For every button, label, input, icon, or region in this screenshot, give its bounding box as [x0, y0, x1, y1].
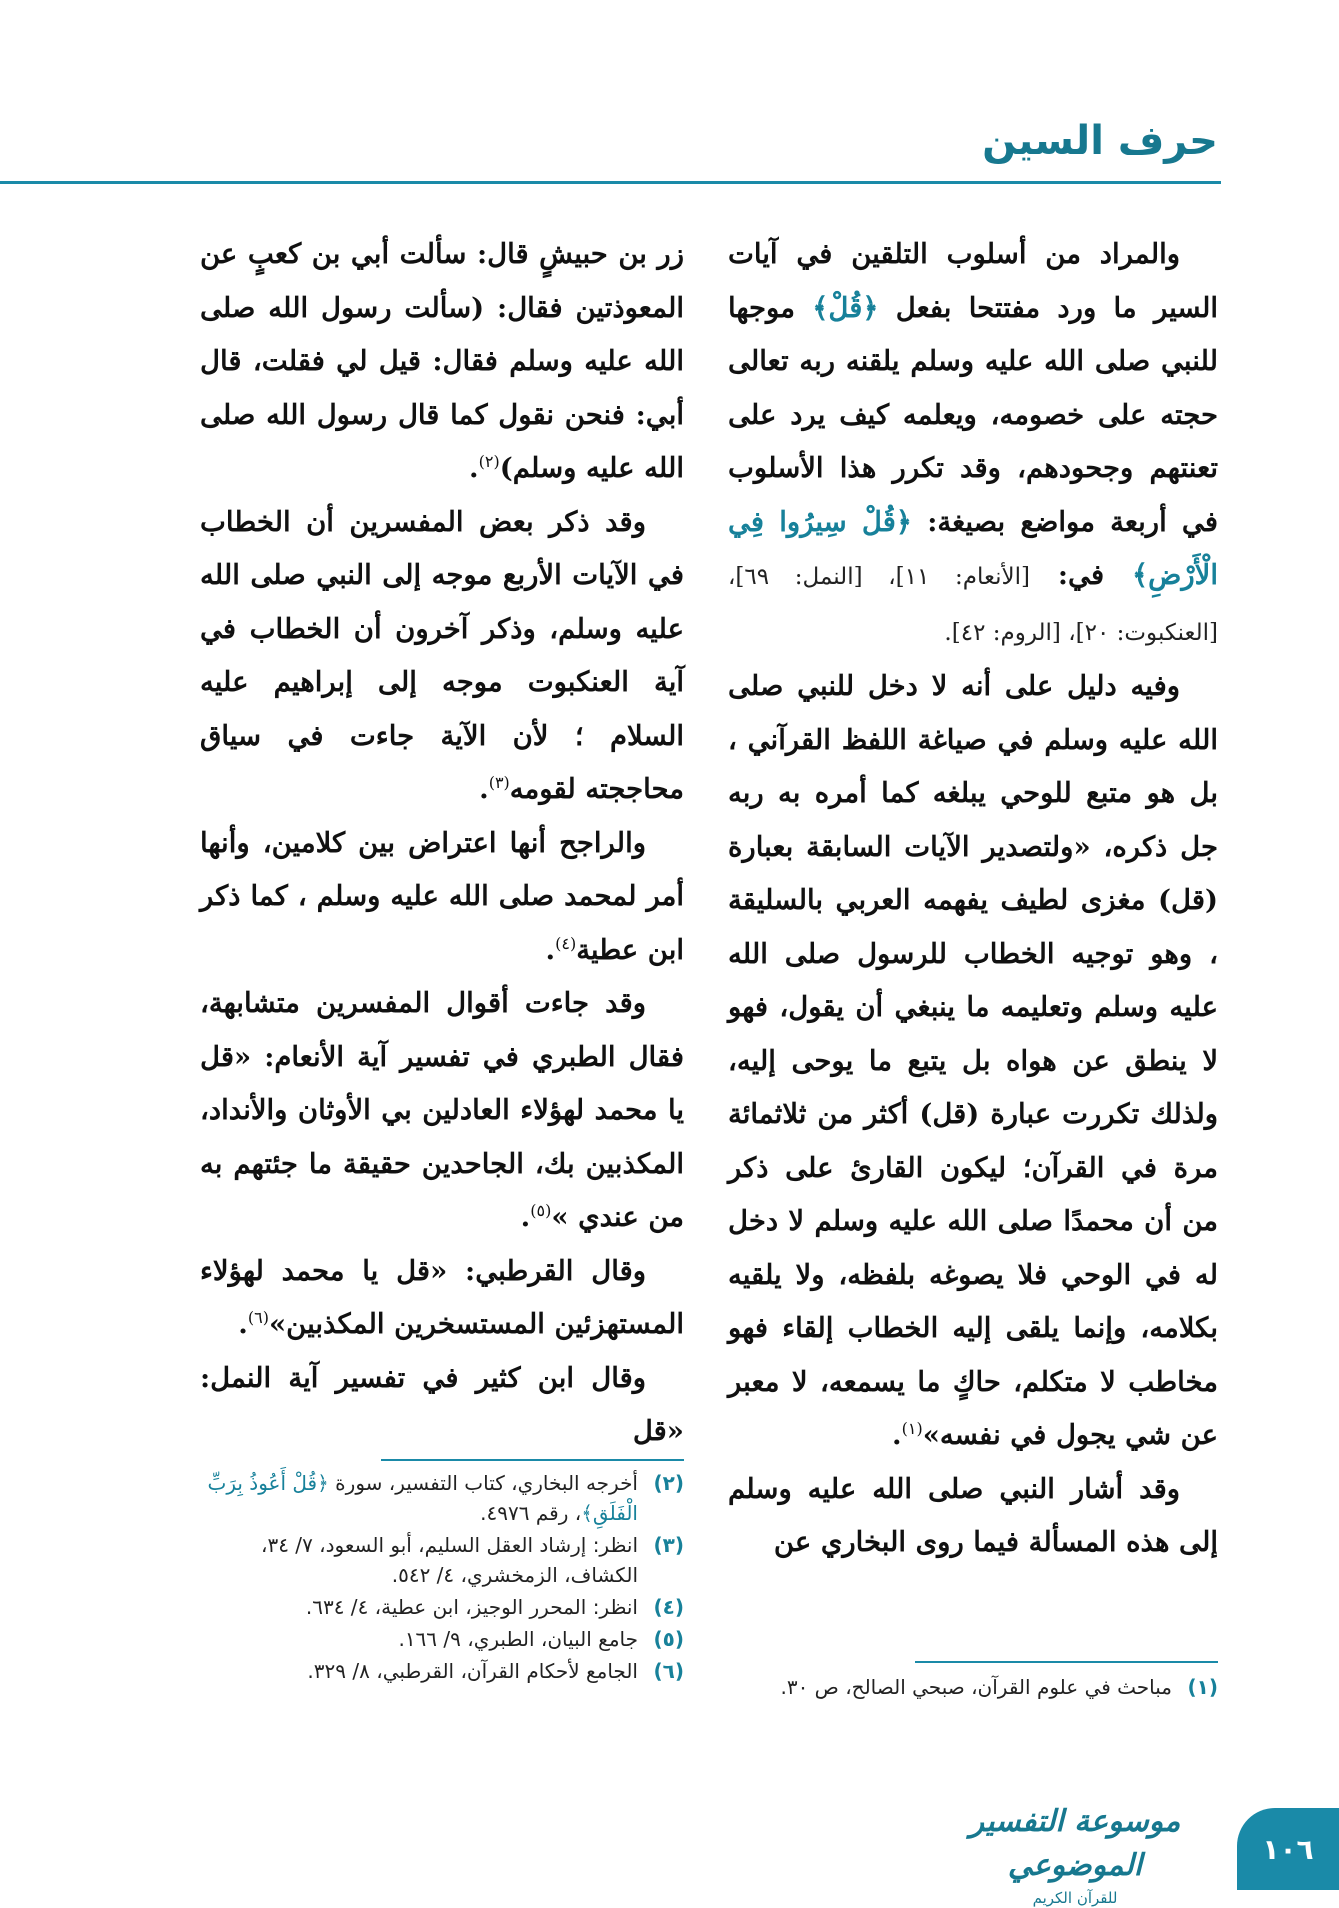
paragraph-end: .	[545, 933, 556, 966]
footnote-marker[interactable]: (٢)	[478, 451, 500, 471]
footnotes-right	[728, 1672, 1218, 1704]
paragraph	[728, 660, 1218, 1463]
footnote	[200, 1468, 684, 1528]
footnote-text: مباحث في علوم القرآن، صبحي الصالح، ص ٣٠.	[780, 1675, 1172, 1699]
paragraph	[200, 977, 684, 1245]
footnote-marker[interactable]: (٣)	[488, 772, 510, 792]
paragraph-text: في:	[1029, 559, 1133, 591]
paragraph-text: والمراد من أسلوب التلقين في آيات السير ما ورد مفتتحا بفعل	[728, 238, 1218, 324]
paragraph	[200, 1352, 684, 1459]
paragraph-end: .	[479, 773, 489, 805]
paragraph	[200, 228, 684, 496]
paragraph-text: وفيه دليل على أنه لا دخل للنبي صلى الله عليه وسلم في صياغة اللفظ القرآني ، بل هو متبع للوحي يبلغه كما أمره به ربه جل ذكره، «ولتصدير الآيات السابقة بعبارة (قل) مغزى لطيف يفهمه العربي بالسليقة ، وهو توجيه الخطاب للرسول صلى الله عليه وسلم وتعليمه ما ينبغي أن يقول، فهو لا ينطق عن هواه بل يتبع ما يوحى إليه، ولذلك تكررت عبارة (قل) أكثر من ثلاثمائة مرة في القرآن؛ ليكون القارئ على ذكر من أن محمدًا صلى الله عليه وسلم لا دخل له في الوحي فلا يصوغه بلفظه، ولا يلقيه بكلامه، وإنما يلقى إليه الخطاب إلقاء فهو مخاطب لا متكلم، حاكٍ ما يسمعه، لا معبر عن شي يجول في نفسه»	[728, 670, 1218, 1451]
footnote	[200, 1530, 684, 1590]
footnote-text: انظر: المحرر الوجيز، ابن عطية، ٤/ ٦٣٤.	[305, 1595, 638, 1619]
paragraph	[728, 228, 1218, 660]
footnote-divider	[915, 1661, 1218, 1663]
footnote-number: (٤)	[653, 1595, 684, 1619]
page-number-badge	[1237, 1808, 1339, 1890]
footnote-text: أخرجه البخاري، كتاب التفسير، سورة	[328, 1471, 638, 1495]
paragraph-text: وقد أشار النبي صلى الله عليه وسلم إلى هذه المسألة فيما روى البخاري عن	[728, 1472, 1218, 1558]
footnote-divider	[381, 1459, 684, 1461]
paragraph-text: زر بن حبيشٍ قال: سألت أبي بن كعبٍ عن المعوذتين فقال: (سألت رسول الله صلى الله عليه وسلم فقال: قيل لي فقلت، قال أبي: فنحن نقول كما قال رسول الله صلى الله عليه وسلم)	[200, 238, 684, 484]
header-divider	[0, 181, 1221, 184]
logo-subtitle: للقرآن الكريم	[1032, 1889, 1118, 1907]
footnote-number: (٣)	[653, 1533, 684, 1557]
paragraph-end: .	[469, 452, 479, 484]
footnote-text: ، رقم ٤٩٧٦.	[480, 1501, 582, 1525]
paragraph-text: والراجح أنها اعتراض بين كلامين، وأنها أمر لمحمد صلى الله عليه وسلم ، كما ذكر ابن عطية	[200, 826, 684, 966]
paragraph-end: .	[520, 1201, 531, 1233]
footnotes-left	[200, 1468, 684, 1688]
footnote-text: الجامع لأحكام القرآن، القرطبي، ٨/ ٣٢٩.	[307, 1659, 638, 1683]
footnote-marker[interactable]: (٤)	[555, 933, 577, 953]
paragraph-end: .	[892, 1419, 902, 1451]
footnote-number: (٥)	[653, 1627, 684, 1651]
footnote	[200, 1656, 684, 1686]
paragraph	[200, 1245, 684, 1352]
paragraph	[200, 817, 684, 978]
encyclopedia-logo	[930, 1800, 1220, 1907]
surah-references: [الأنعام: ١١]، [النمل: ٦٩]، [العنكبوت: ٢٠]، [الروم: ٤٢].	[728, 564, 1218, 646]
footnote-marker[interactable]: (٥)	[530, 1200, 552, 1220]
footnote	[200, 1592, 684, 1622]
footnote	[200, 1624, 684, 1654]
footnote-text: انظر: إرشاد العقل السليم، أبو السعود، ٧/ ٣٤، الكشاف، الزمخشري، ٤/ ٥٤٢.	[261, 1533, 638, 1587]
page-number: ١٠٦	[1262, 1832, 1314, 1866]
quran-verse: ﴿قُلْ﴾	[812, 291, 879, 324]
footnote-marker[interactable]: (١)	[901, 1418, 923, 1438]
footnote-number: (١)	[1187, 1675, 1218, 1699]
footnote-number: (٦)	[653, 1659, 684, 1683]
paragraph-end: .	[238, 1308, 248, 1340]
logo-title: موسوعة التفسير الموضوعي	[969, 1804, 1181, 1883]
paragraph-text: موجها للنبي صلى الله عليه وسلم يلقنه ربه تعالى حجته على خصومه، ويعلمه كيف يرد على تعنتهم وجحودهم، وقد تكرر هذا الأسلوب في أربعة مواضع بصيغة:	[728, 291, 1218, 538]
footnote-number: (٢)	[653, 1471, 684, 1495]
footnote-marker[interactable]: (٦)	[247, 1307, 269, 1327]
page-header-title: حرف السين	[982, 118, 1218, 164]
paragraph	[200, 496, 684, 817]
paragraph	[728, 1463, 1218, 1570]
paragraph-text: وقد جاءت أقوال المفسرين متشابهة، فقال الطبري في تفسير آية الأنعام: «قل يا محمد لهؤلاء العادلين بي الأوثان والأنداد، المكذبين بك، الجاحدين حقيقة ما جئتهم به من عندي »	[200, 987, 684, 1233]
left-column	[200, 228, 684, 1459]
quran-verse: ﴿قُلْ أَعُوذُ بِرَبِّ الْفَلَقِ﴾	[207, 1471, 638, 1525]
footnote	[728, 1672, 1218, 1702]
right-column	[728, 228, 1218, 1570]
paragraph-text: وقال ابن كثير في تفسير آية النمل: «قل	[200, 1361, 684, 1447]
footnote-text: جامع البيان، الطبري، ٩/ ١٦٦.	[398, 1627, 638, 1651]
quran-verse: ﴿قُلْ سِيرُوا فِي الْأَرْضِ﴾	[728, 505, 1218, 591]
paragraph-text: وقال القرطبي: «قل يا محمد لهؤلاء المستهزئين المستسخرين المكذبين»	[200, 1254, 684, 1340]
paragraph-text: وقد ذكر بعض المفسرين أن الخطاب في الآيات الأربع موجه إلى النبي صلى الله عليه وسلم، وذكر آخرون أن الخطاب في آية العنكبوت موجه إلى إبراهيم عليه السلام ؛ لأن الآية جاءت في سياق محاججته لقومه	[200, 505, 684, 805]
